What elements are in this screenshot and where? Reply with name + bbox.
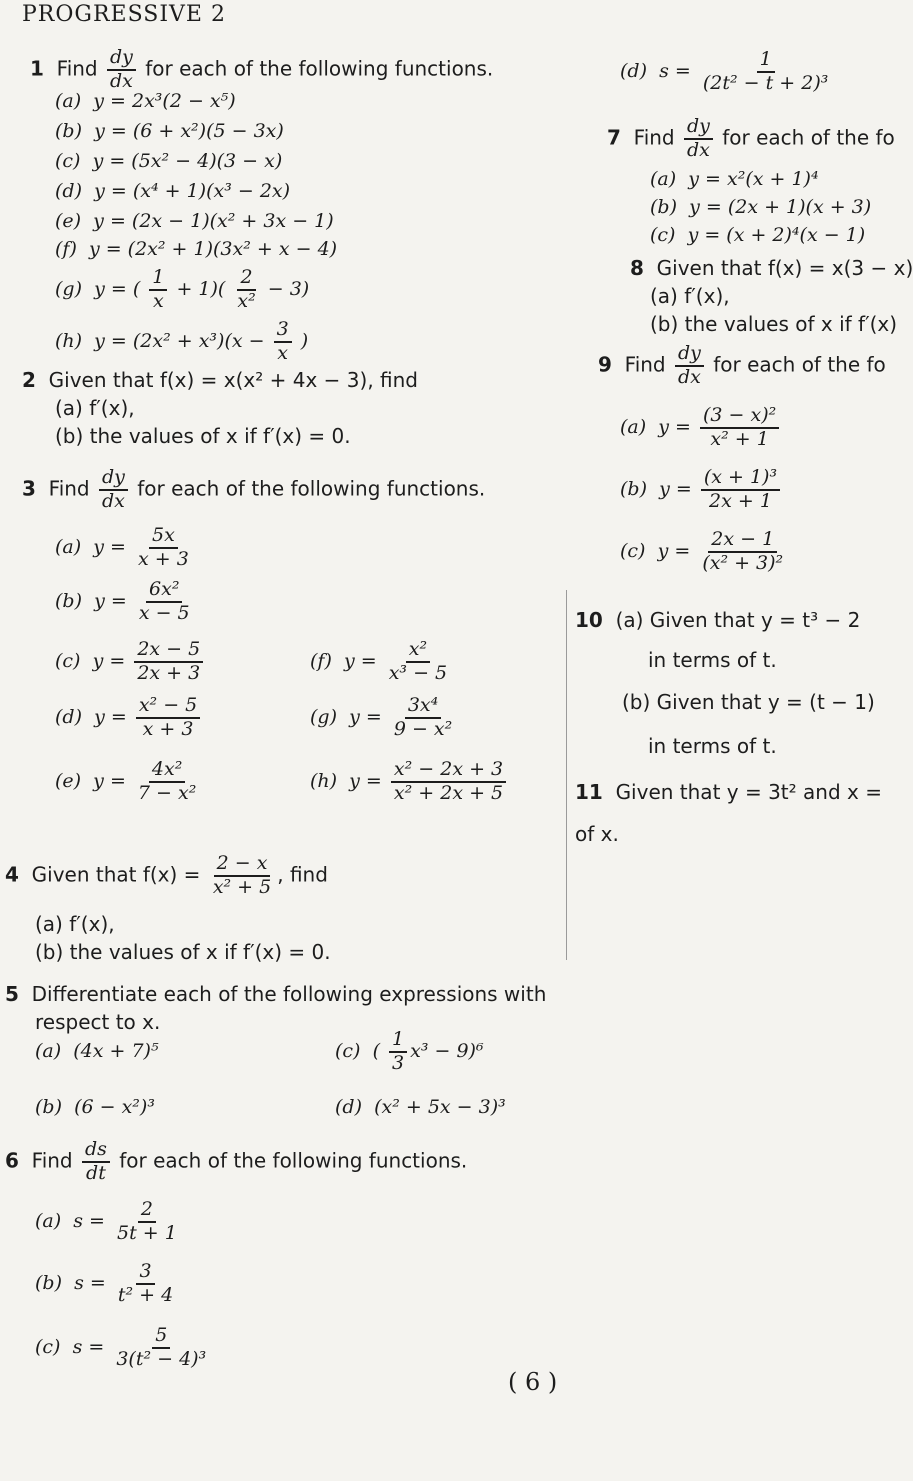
fraction: $\frac{dy}{dx}$ — [684, 117, 713, 161]
fraction: $\frac{\text{6x²}}{x - 5}$ — [138, 578, 190, 624]
question-1d: (d) y = (x⁴ + 1)(x³ − 2x) — [55, 180, 291, 202]
question-10b-cont: in terms of t. — [648, 734, 777, 758]
question-2b: (b) the values of x if f′(x) = 0. — [55, 424, 351, 448]
question-3-stem: 3 Find $\frac{dy}{dx}$ for each of the following functions. — [22, 466, 486, 512]
question-6a: (a) s = $\frac{2}{5t + 1}$ — [35, 1200, 183, 1244]
question-6b: (b) s = $\frac{3}{\text{t² + 4}}$ — [35, 1262, 179, 1306]
question-4-stem: 4 Given that f(x) = $\frac{2 - x}{\text{x² + 5}}$ , find — [5, 852, 328, 898]
question-3d: (d) y = $\frac{\text{x² − 5}}{x + 3}$ — [55, 696, 203, 740]
fraction: $\frac{1}{\text{(2t² − t + 2)³}}$ — [702, 48, 829, 94]
question-1b: (b) y = (6 + x²)(5 − 3x) — [55, 120, 284, 142]
question-3e: (e) y = $\frac{\text{4x²}}{\text{7 − x²}}$ — [55, 760, 202, 804]
page-number: ( 6 ) — [508, 1368, 558, 1396]
fraction: $\frac{5}{\text{3(t² − 4)³}}$ — [116, 1324, 207, 1370]
question-4b: (b) the values of x if f′(x) = 0. — [35, 940, 331, 964]
fraction: $\frac{2x - 5}{2x + 3}$ — [134, 640, 203, 684]
question-8b: (b) the values of x if f′(x) — [650, 312, 898, 336]
question-1g: (g) y = ( $\frac{1}{x}$ + 1)( $\frac{2}{\text{x²}}$ − 3) — [55, 266, 310, 312]
question-number: 2 — [22, 368, 36, 392]
fraction: $\frac{dy}{dx}$ — [675, 344, 704, 388]
question-10a-cont: in terms of t. — [648, 648, 777, 672]
question-7b: (b) y = (2x + 1)(x + 3) — [650, 196, 872, 218]
fraction: $\frac{1}{3}$ — [389, 1030, 407, 1074]
question-11: 11 Given that y = 3t² and x = — [575, 780, 882, 804]
question-number: 6 — [5, 1148, 19, 1173]
question-9c: (c) y = $\frac{2x - 1}{\text{(x² + 3)²}}$ — [620, 530, 789, 574]
fraction: $\frac{3}{\text{t² + 4}}$ — [117, 1260, 174, 1306]
question-3h: (h) y = $\frac{\text{x² − 2x + 3}}{\text{x² + 2x + 5}}$ — [310, 760, 509, 804]
question-11-cont: of x. — [575, 822, 619, 846]
question-1d-right: (d) s = $\frac{1}{\text{(2t² − t + 2)³}}$ — [620, 50, 834, 94]
question-3f: (f) y = $\frac{\text{x²}}{\text{x³ − 5}}$ — [310, 640, 453, 684]
question-5b: (b) (6 − x²)³ — [35, 1096, 155, 1118]
question-2a: (a) f′(x), — [55, 396, 135, 420]
question-number: 4 — [5, 862, 19, 887]
fraction: $\frac{3}{x}$ — [274, 320, 292, 364]
question-5-stem: 5 Differentiate each of the following expressions with — [5, 982, 547, 1006]
question-3a: (a) y = $\frac{5x}{x + 3}$ — [55, 526, 195, 570]
question-8-stem: 8 Given that f(x) = x(3 − x) — [630, 256, 913, 280]
question-9a: (a) y = $\frac{\text{(3 − x)²}}{\text{x² + 1}}$ — [620, 406, 782, 450]
question-3g: (g) y = $\frac{\text{3x⁴}}{\text{9 − x²}}$ — [310, 696, 458, 740]
page-title: PROGRESSIVE 2 — [22, 2, 226, 27]
question-8a: (a) f′(x), — [650, 284, 730, 308]
question-1f: (f) y = (2x² + 1)(3x² + x − 4) — [55, 238, 338, 260]
question-9-stem: 9 Find $\frac{dy}{dx}$ for each of the fo — [598, 342, 886, 388]
question-number: 7 — [607, 125, 621, 150]
fraction: $\frac{\text{(3 − x)²}}{\text{x² + 1}}$ — [700, 406, 779, 450]
fraction: $\frac{\text{x² − 2x + 3}}{\text{x² + 2x + 5}}$ — [391, 760, 506, 804]
question-7c: (c) y = (x + 2)⁴(x − 1) — [650, 224, 866, 246]
question-9b: (b) y = $\frac{\text{(x + 1)³}}{2x + 1}$ — [620, 468, 783, 512]
question-5c: (c) ( $\frac{1}{3}$ x³ − 9)⁶ — [335, 1028, 484, 1074]
question-number: 10 — [575, 608, 603, 632]
fraction: $\frac{\text{(x + 1)³}}{2x + 1}$ — [701, 468, 780, 512]
question-1-stem: 1 Find $\frac{dy}{dx}$ for each of the following functions. — [30, 46, 494, 92]
fraction: $\frac{2x - 1}{\text{(x² + 3)²}}$ — [702, 528, 784, 574]
question-number: 1 — [30, 56, 44, 81]
fraction: $\frac{dy}{dx}$ — [99, 468, 128, 512]
fraction: $\frac{dy}{dx}$ — [107, 48, 136, 92]
question-1a: (a) y = 2x³(2 − x⁵) — [55, 90, 236, 112]
fraction: $\frac{2}{\text{x²}}$ — [237, 266, 256, 312]
fraction: $\frac{\text{x² − 5}}{x + 3}$ — [136, 696, 200, 740]
question-1h: (h) y = (2x² + x³)(x − $\frac{3}{x}$ ) — [55, 318, 309, 364]
question-10b: (b) Given that y = (t − 1) — [622, 690, 875, 714]
question-number: 3 — [22, 476, 36, 501]
question-number: 11 — [575, 780, 603, 804]
question-5d: (d) (x² + 5x − 3)³ — [335, 1096, 506, 1118]
fraction: $\frac{5x}{x + 3}$ — [138, 524, 189, 570]
question-10a: 10 (a) Given that y = t³ − 2 — [575, 608, 861, 632]
question-1e: (e) y = (2x − 1)(x² + 3x − 1) — [55, 210, 334, 232]
question-6-stem: 6 Find $\frac{ds}{dt}$ for each of the following functions. — [5, 1138, 468, 1184]
question-1c: (c) y = (5x² − 4)(3 − x) — [55, 150, 283, 172]
fraction: $\frac{2 - x}{\text{x² + 5}}$ — [212, 852, 272, 898]
question-number: 9 — [598, 352, 612, 377]
fraction: $\frac{1}{x}$ — [149, 268, 167, 312]
question-2-stem: 2 Given that f(x) = x(x² + 4x − 3), find — [22, 368, 419, 392]
question-number: 5 — [5, 982, 19, 1006]
fraction: $\frac{\text{3x⁴}}{\text{9 − x²}}$ — [393, 694, 453, 740]
question-5-stem-cont: respect to x. — [35, 1010, 161, 1034]
question-6c: (c) s = $\frac{5}{\text{3(t² − 4)³}}$ — [35, 1326, 212, 1370]
fraction: $\frac{\text{x²}}{\text{x³ − 5}}$ — [388, 638, 448, 684]
column-divider — [566, 590, 567, 960]
question-5a: (a) (4x + 7)⁵ — [35, 1040, 159, 1062]
question-7-stem: 7 Find $\frac{dy}{dx}$ for each of the fo — [607, 115, 895, 161]
question-number: 8 — [630, 256, 644, 280]
question-3c: (c) y = $\frac{2x - 5}{2x + 3}$ — [55, 640, 206, 684]
fraction: $\frac{2}{5t + 1}$ — [117, 1198, 177, 1244]
question-7a: (a) y = x²(x + 1)⁴ — [650, 168, 819, 190]
fraction: $\frac{\text{4x²}}{\text{7 − x²}}$ — [137, 758, 197, 804]
question-4a: (a) f′(x), — [35, 912, 115, 936]
fraction: $\frac{ds}{dt}$ — [82, 1140, 110, 1184]
question-3b: (b) y = $\frac{\text{6x²}}{x - 5}$ — [55, 580, 196, 624]
